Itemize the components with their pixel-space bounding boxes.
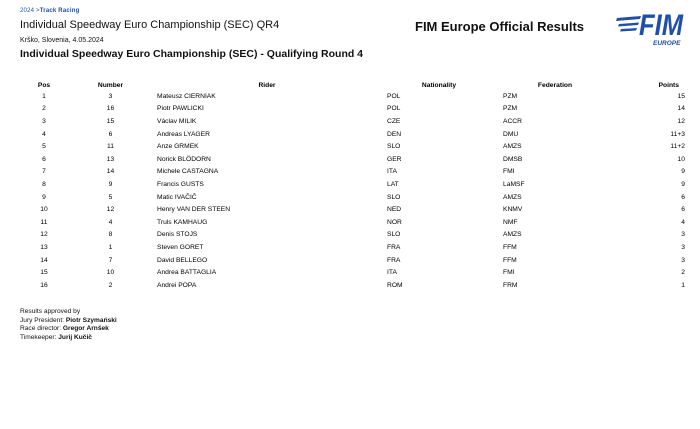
cell-rider: Piotr PAWLICKI <box>157 105 204 113</box>
race-director-line <box>20 325 117 334</box>
cell-number: 12 <box>106 206 115 214</box>
event-title: Individual Speedway Euro Championship (SEC) QR4 <box>20 19 280 31</box>
cell-nationality: ITA <box>387 269 397 277</box>
cell-pos: 13 <box>40 243 48 251</box>
cell-federation: DMU <box>503 130 519 138</box>
cell-number: 14 <box>106 168 115 176</box>
cell-number: 5 <box>108 193 113 201</box>
cell-points: 6 <box>681 206 685 214</box>
cell-points: 9 <box>681 168 685 176</box>
results-table <box>20 80 685 292</box>
cell-points: 3 <box>681 243 685 251</box>
cell-pos: 6 <box>42 155 46 163</box>
cell-nationality: NED <box>387 206 402 214</box>
approval-block <box>20 308 117 342</box>
cell-pos: 5 <box>42 143 46 151</box>
cell-points: 6 <box>681 193 685 201</box>
jury-president-label: Jury President: <box>20 316 64 324</box>
cell-number: 8 <box>108 231 113 239</box>
cell-number: 4 <box>108 218 113 226</box>
cell-pos: 14 <box>40 256 48 264</box>
table-row <box>20 203 685 216</box>
cell-pos: 11 <box>40 218 48 226</box>
cell-rider: Steven GORET <box>157 243 204 251</box>
table-row <box>20 216 685 229</box>
cell-rider: Norick BLÖDORN <box>157 155 211 163</box>
location-date: Krško, Slovenia, 4.05.2024 <box>20 37 104 44</box>
breadcrumb <box>20 8 80 14</box>
timekeeper-line <box>20 334 117 343</box>
logo-mark: FIM <box>639 9 684 42</box>
cell-points: 2 <box>681 269 685 277</box>
cell-pos: 15 <box>40 269 48 277</box>
cell-pos: 7 <box>42 168 46 176</box>
cell-rider: David BELLEGO <box>157 256 208 264</box>
cell-pos: 9 <box>42 193 46 201</box>
header-number: Number <box>97 81 124 89</box>
cell-pos: 3 <box>42 117 46 125</box>
timekeeper-label: Timekeeper: <box>20 333 57 341</box>
cell-points: 3 <box>681 231 685 239</box>
cell-number: 11 <box>107 143 114 151</box>
cell-rider: Andrei POPA <box>157 281 197 289</box>
official-results-title: FIM Europe Official Results <box>415 19 585 34</box>
cell-federation: NMF <box>503 218 518 226</box>
cell-nationality: POL <box>387 92 401 100</box>
cell-federation: FFM <box>503 256 517 264</box>
breadcrumb-year[interactable]: 2024 <box>20 8 35 14</box>
cell-number: 7 <box>108 256 113 264</box>
fim-europe-logo <box>615 7 685 49</box>
cell-points: 14 <box>677 105 685 113</box>
cell-federation: FRM <box>503 281 518 289</box>
cell-number: 13 <box>106 155 115 163</box>
cell-federation: DMSB <box>503 155 523 163</box>
cell-nationality: POL <box>387 105 401 113</box>
cell-points: 10 <box>677 155 685 163</box>
timekeeper-name: Jurij Kučič <box>58 333 92 341</box>
cell-points: 11+2 <box>670 143 685 151</box>
cell-rider: Michele CASTAGNA <box>157 168 219 176</box>
cell-nationality: NOR <box>387 218 402 226</box>
cell-pos: 16 <box>40 281 48 289</box>
jury-president-name: Piotr Szymański <box>65 316 117 324</box>
cell-nationality: SLO <box>387 143 401 151</box>
cell-rider: Andrea BATTAGLIA <box>157 269 217 277</box>
results-heading: Individual Speedway Euro Championship (SEC) - Qualifying Round 4 <box>20 48 364 60</box>
breadcrumb-separator: > <box>36 8 40 14</box>
table-row <box>20 115 685 128</box>
cell-nationality: SLO <box>387 231 401 239</box>
cell-number: 2 <box>108 281 113 289</box>
cell-nationality: CZE <box>387 117 401 125</box>
table-row <box>20 166 685 179</box>
header-points: Points <box>658 81 679 89</box>
table-row <box>20 153 685 166</box>
approval-intro: Results approved by <box>20 308 81 315</box>
cell-rider: Denis STOJS <box>157 231 198 239</box>
cell-rider: Anze GRMEK <box>157 143 199 151</box>
header-nationality: Nationality <box>421 81 457 89</box>
cell-pos: 8 <box>42 180 46 188</box>
cell-pos: 12 <box>40 231 48 239</box>
table-row <box>20 90 685 103</box>
table-header-row <box>20 80 685 90</box>
cell-nationality: ROM <box>387 281 403 289</box>
cell-rider: Mateusz CIERNIAK <box>157 92 216 100</box>
table-row <box>20 140 685 153</box>
table-row <box>20 241 685 254</box>
cell-points: 1 <box>681 281 685 289</box>
cell-federation: AMZS <box>503 143 522 151</box>
cell-number: 15 <box>106 117 115 125</box>
cell-pos: 4 <box>42 130 46 138</box>
table-row <box>20 266 685 279</box>
cell-pos: 10 <box>40 206 48 214</box>
cell-points: 12 <box>677 117 685 125</box>
table-row <box>20 279 685 292</box>
cell-federation: AMZS <box>503 193 522 201</box>
table-row <box>20 103 685 116</box>
logo-subtitle: EUROPE <box>653 40 681 47</box>
header-rider: Rider <box>258 81 276 89</box>
cell-number: 16 <box>106 105 115 113</box>
table-row <box>20 191 685 204</box>
cell-nationality: ITA <box>387 168 397 176</box>
table-row <box>20 128 685 141</box>
cell-number: 10 <box>106 269 115 277</box>
cell-points: 15 <box>677 92 685 100</box>
cell-federation: PZM <box>503 92 518 100</box>
cell-number: 9 <box>108 180 113 188</box>
cell-nationality: DEN <box>387 130 402 138</box>
table-row <box>20 254 685 267</box>
cell-federation: PZM <box>503 105 518 113</box>
breadcrumb-section[interactable]: Track Racing <box>39 8 80 14</box>
cell-points: 11+3 <box>670 130 685 138</box>
cell-rider: Václav MILIK <box>157 117 197 125</box>
table-row <box>20 229 685 242</box>
cell-rider: Matic IVAČIČ <box>157 193 197 201</box>
header-federation: Federation <box>537 81 573 89</box>
cell-federation: KNMV <box>503 206 523 214</box>
cell-nationality: SLO <box>387 193 401 201</box>
cell-pos: 1 <box>42 92 46 100</box>
cell-federation: AMZS <box>503 231 522 239</box>
cell-nationality: LAT <box>387 180 399 188</box>
cell-federation: FMI <box>503 168 515 176</box>
cell-number: 3 <box>108 92 113 100</box>
table-row <box>20 178 685 191</box>
cell-number: 6 <box>108 130 113 138</box>
cell-nationality: FRA <box>387 243 401 251</box>
logo-swoosh-icon <box>616 16 641 32</box>
cell-federation: FMI <box>503 269 515 277</box>
header-pos: Pos <box>37 81 51 89</box>
cell-federation: LaMSF <box>503 180 525 188</box>
cell-rider: Francis GUSTS <box>157 180 204 188</box>
cell-points: 3 <box>681 256 685 264</box>
cell-federation: ACCR <box>503 117 522 125</box>
cell-points: 4 <box>681 218 685 226</box>
cell-pos: 2 <box>42 105 46 113</box>
race-director-label: Race director: <box>20 325 62 333</box>
cell-nationality: GER <box>387 155 402 163</box>
cell-rider: Truls KAMHAUG <box>157 218 208 226</box>
race-director-name: Gregor Arnšek <box>62 325 109 333</box>
jury-president-line <box>20 317 117 326</box>
cell-rider: Andreas LYAGER <box>157 130 210 138</box>
cell-rider: Henry VAN DER STEEN <box>157 206 231 214</box>
cell-nationality: FRA <box>387 256 401 264</box>
cell-points: 9 <box>681 180 685 188</box>
cell-federation: FFM <box>503 243 517 251</box>
cell-number: 1 <box>108 243 113 251</box>
